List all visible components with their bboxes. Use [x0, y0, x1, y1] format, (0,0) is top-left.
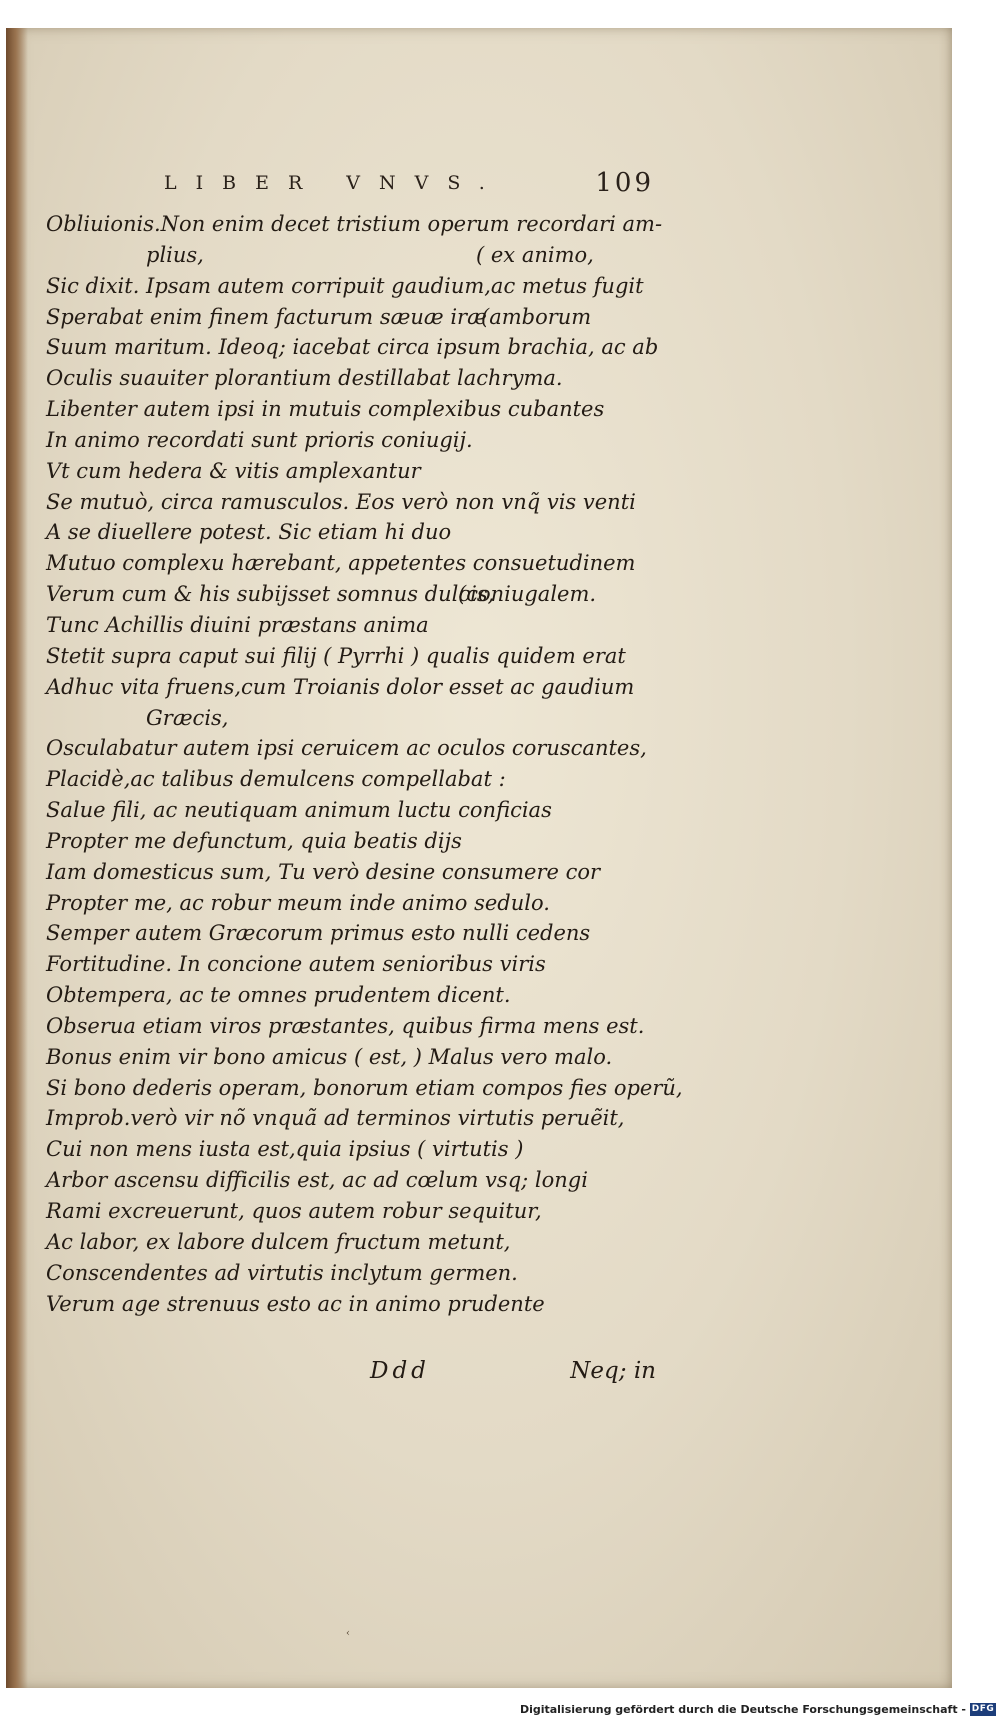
- text-line: [46, 1011, 656, 1042]
- line-text: Obtempera, ac te omnes prudentem dicent.: [46, 983, 511, 1008]
- line-text: Sic dixit. Ipsam autem corripuit gaudium,ac metus fugit: [46, 273, 644, 298]
- text-line: [46, 456, 656, 487]
- text-line: [46, 826, 656, 857]
- line-text: Placidè,ac talibus demulcens compellabat :: [46, 767, 506, 792]
- attribution-text: Digitalisierung gefördert durch die Deutsche Forschungsgemeinschaft -: [519, 1702, 966, 1716]
- line-text: Græcis,: [146, 705, 229, 730]
- running-head: [164, 168, 654, 202]
- text-line: [46, 302, 656, 333]
- signature-mark: Ddd: [370, 1358, 430, 1384]
- line-text: A se diuellere potest. Sic etiam hi duo: [46, 520, 452, 545]
- text-line: [46, 394, 656, 425]
- line-text: Suum maritum. Ideoq; iacebat circa ipsum brachia, ac ab: [46, 335, 659, 360]
- line-text: Rami excreuerunt, quos autem robur sequitur,: [46, 1199, 542, 1223]
- dfg-logo: DFG: [971, 1704, 995, 1714]
- line-text: plius,: [146, 242, 204, 267]
- text-line: [46, 517, 656, 548]
- text-line: [46, 1103, 656, 1134]
- text-line: [46, 425, 656, 456]
- line-text: Propter me, ac robur meum inde animo sedulo.: [46, 890, 550, 915]
- text-line: [46, 733, 656, 764]
- text-line: [46, 1227, 656, 1258]
- paper-speck: ‹: [346, 1628, 350, 1639]
- text-line: [46, 548, 656, 579]
- line-text: Obliuionis.Non enim decet tristium operum recordari am-: [46, 212, 663, 236]
- book-page: [6, 28, 952, 1688]
- line-text: Stetit supra caput sui filij ( Pyrrhi ) qualis quidem erat: [46, 643, 626, 668]
- line-text: Osculabatur autem ipsi ceruicem ac oculos coruscantes,: [46, 736, 647, 761]
- text-line: [46, 1073, 683, 1104]
- line-text: Sperabat enim finem facturum sæuæ iræ: [46, 304, 487, 329]
- text-line: [46, 980, 656, 1011]
- line-text: Iam domesticus sum, Tu verò desine consumere cor: [46, 859, 601, 884]
- text-line: [46, 240, 656, 271]
- line-text: Adhuc vita fruens,cum Troianis dolor esset ac gaudium: [46, 674, 635, 699]
- text-line: [46, 363, 656, 394]
- text-line: [46, 888, 656, 919]
- text-line: [46, 271, 656, 302]
- line-text: Propter me defunctum, quia beatis dijs: [46, 828, 462, 853]
- text-line: [46, 1258, 656, 1289]
- text-line: [46, 949, 656, 980]
- line-text: Verum age strenuus esto ac in animo prudente: [46, 1291, 545, 1316]
- text-line: [46, 332, 659, 363]
- line-text: Verum cum & his subijsset somnus dulcis,: [46, 582, 495, 607]
- text-line: [46, 1165, 656, 1196]
- running-title: LIBER VNVS.: [164, 172, 504, 194]
- line-text: Tunc Achillis diuini præstans anima: [46, 612, 429, 637]
- line-text: Si bono dederis operam, bonorum etiam compos fies operũ,: [46, 1075, 683, 1100]
- line-bracket-fragment: (amborum: [481, 304, 592, 329]
- line-bracket-fragment: ( ex animo,: [476, 242, 594, 267]
- line-text: Oculis suauiter plorantium destillabat lachryma.: [46, 366, 563, 391]
- text-line: [46, 1289, 656, 1320]
- line-text: Improb.verò vir nõ vnquã ad terminos virtutis peruẽit,: [46, 1106, 625, 1131]
- text-line: [46, 1196, 656, 1227]
- text-line: [46, 641, 656, 672]
- line-bracket-fragment: (coniugalem.: [458, 582, 597, 607]
- text-line: [46, 610, 656, 641]
- line-text: Se mutuò, circa ramusculos. Eos verò non vnq̃ vis venti: [46, 489, 636, 514]
- attribution-footer: [520, 1701, 996, 1717]
- text-line: [46, 209, 663, 240]
- line-text: Libenter autem ipsi in mutuis complexibus cubantes: [46, 397, 605, 422]
- book-spine-edge: [6, 28, 28, 1688]
- poem-text-block: [46, 209, 683, 1319]
- line-text: Obserua etiam viros præstantes, quibus firma mens est.: [46, 1013, 645, 1038]
- line-text: Arbor ascensu difficilis est, ac ad cœlum vsq; longi: [46, 1168, 588, 1193]
- line-text: Cui non mens iusta est,quia ipsius ( virtutis ): [46, 1137, 524, 1162]
- page-number: 109: [595, 168, 654, 198]
- text-line: [46, 795, 656, 826]
- text-line: [46, 857, 656, 888]
- line-text: Fortitudine. In concione autem senioribus viris: [46, 952, 546, 977]
- line-text: Bonus enim vir bono amicus ( est, ) Malus vero malo.: [46, 1044, 613, 1069]
- text-line: [46, 918, 656, 949]
- line-text: In animo recordati sunt prioris coniugij.: [46, 427, 473, 452]
- text-line: [46, 487, 656, 518]
- text-line: [46, 672, 656, 703]
- catchword: Neq; in: [570, 1358, 656, 1384]
- line-text: Ac labor, ex labore dulcem fructum metunt,: [46, 1229, 511, 1254]
- page-footer: [46, 1358, 656, 1390]
- text-line: [46, 703, 656, 734]
- text-line: [46, 1134, 656, 1165]
- text-line: [46, 579, 656, 610]
- line-text: Vt cum hedera & vitis amplexantur: [46, 458, 421, 483]
- line-text: Conscendentes ad virtutis inclytum germen.: [46, 1260, 518, 1285]
- text-line: [46, 764, 656, 795]
- line-text: Mutuo complexu hærebant, appetentes consuetudinem: [46, 551, 636, 576]
- text-line: [46, 1042, 656, 1073]
- line-text: Salue fili, ac neutiquam animum luctu conficias: [46, 798, 552, 823]
- line-text: Semper autem Græcorum primus esto nulli cedens: [46, 921, 591, 946]
